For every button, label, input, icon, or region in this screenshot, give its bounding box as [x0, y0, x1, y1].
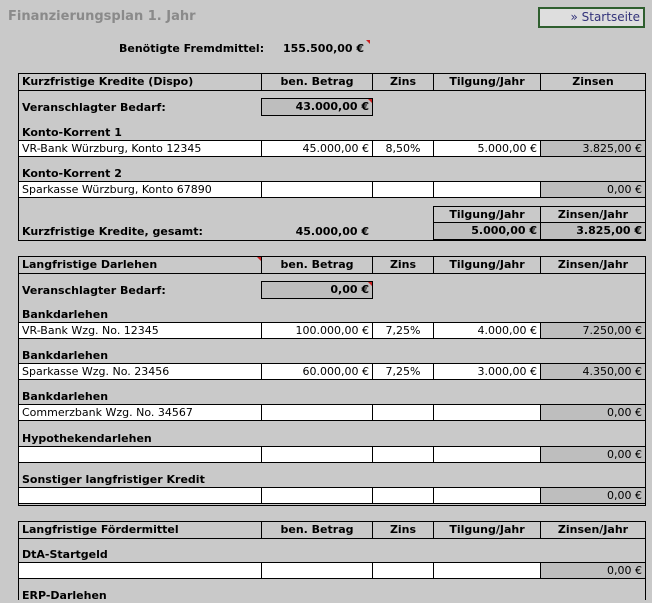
l1-zins-input[interactable]: 7,25%: [372, 322, 434, 339]
kurz-bedarf-value: 43.000,00 €: [261, 98, 373, 116]
lang-l2-label: Bankdarlehen: [22, 349, 109, 362]
l4-zinsen-value: 0,00 €: [540, 446, 646, 463]
lang-header-zinsen: Zinsen/Jahr: [540, 256, 646, 274]
l3-zinsen-value: 0,00 €: [540, 404, 646, 421]
foerder-header-zins: Zins: [372, 521, 434, 539]
l3-zins-input[interactable]: [372, 404, 434, 421]
f1-tilgung-input[interactable]: [433, 562, 541, 579]
l5-zins-input[interactable]: [372, 487, 434, 504]
l1-zinsen-value: 7.250,00 €: [540, 322, 646, 339]
l5-name-input[interactable]: [18, 487, 262, 504]
l4-name-input[interactable]: [18, 446, 262, 463]
kurz-header-zins: Zins: [372, 73, 434, 91]
kurz-sum-header-tilgung: Tilgung/Jahr: [433, 206, 541, 223]
l2-betrag-input[interactable]: 60.000,00 €: [261, 363, 373, 380]
comment-marker-icon: [368, 99, 372, 103]
l3-betrag-input[interactable]: [261, 404, 373, 421]
kk2-tilgung-input[interactable]: [433, 181, 541, 198]
f1-betrag-input[interactable]: [261, 562, 373, 579]
foerder-header-name: Langfristige Fördermittel: [18, 521, 262, 539]
kurz-sum-tilgung: 5.000,00 €: [433, 222, 541, 240]
kurz-sum-betrag: 45.000,00 €: [295, 225, 369, 238]
l2-zins-input[interactable]: 7,25%: [372, 363, 434, 380]
page-title: Finanzierungsplan 1. Jahr: [8, 9, 196, 24]
kurz-kk2-label: Konto-Korrent 2: [22, 167, 122, 180]
kk1-tilgung-input[interactable]: 5.000,00 €: [433, 140, 541, 157]
kurz-sum-label: Kurzfristige Kredite, gesamt:: [22, 225, 203, 238]
lang-l4-label: Hypothekendarlehen: [22, 432, 152, 445]
l5-tilgung-input[interactable]: [433, 487, 541, 504]
l1-tilgung-input[interactable]: 4.000,00 €: [433, 322, 541, 339]
lang-header-betrag: ben. Betrag: [261, 256, 373, 274]
lang-header-name: Langfristige Darlehen: [18, 256, 262, 274]
l2-zinsen-value: 4.350,00 €: [540, 363, 646, 380]
kurz-sum-header-zinsen: Zinsen/Jahr: [540, 206, 646, 223]
kurz-header-name: Kurzfristige Kredite (Dispo): [18, 73, 262, 91]
kurz-header-betrag: ben. Betrag: [261, 73, 373, 91]
lang-l3-label: Bankdarlehen: [22, 390, 109, 403]
kk2-zins-input[interactable]: [372, 181, 434, 198]
foerder-header-betrag: ben. Betrag: [261, 521, 373, 539]
kk1-zins-input[interactable]: 8,50%: [372, 140, 434, 157]
kurz-header-zinsen: Zinsen: [540, 73, 646, 91]
foerder-f2-label: ERP-Darlehen: [22, 589, 107, 602]
foerder-header-tilgung: Tilgung/Jahr: [433, 521, 541, 539]
l2-name-input[interactable]: Sparkasse Wzg. No. 23456: [18, 363, 262, 380]
l3-name-input[interactable]: Commerzbank Wzg. No. 34567: [18, 404, 262, 421]
fremdmittel-label: Benötigte Fremdmittel:: [119, 42, 265, 55]
f1-zinsen-value: 0,00 €: [540, 562, 646, 579]
comment-marker-icon: [368, 282, 372, 286]
fremdmittel-value: 155.500,00 €: [283, 42, 365, 55]
l4-betrag-input[interactable]: [261, 446, 373, 463]
l3-tilgung-input[interactable]: [433, 404, 541, 421]
f1-zins-input[interactable]: [372, 562, 434, 579]
kk1-zinsen-value: 3.825,00 €: [540, 140, 646, 157]
l4-zins-input[interactable]: [372, 446, 434, 463]
lang-header-zins: Zins: [372, 256, 434, 274]
kk1-betrag-input[interactable]: 45.000,00 €: [261, 140, 373, 157]
foerder-header-zinsen: Zinsen/Jahr: [540, 521, 646, 539]
lang-l5-label: Sonstiger langfristiger Kredit: [22, 473, 205, 486]
kk2-name-input[interactable]: Sparkasse Würzburg, Konto 67890: [18, 181, 262, 198]
kurz-header-tilgung: Tilgung/Jahr: [433, 73, 541, 91]
kurz-kk1-label: Konto-Korrent 1: [22, 126, 122, 139]
foerder-f1-label: DtA-Startgeld: [22, 548, 108, 561]
lang-header-tilgung: Tilgung/Jahr: [433, 256, 541, 274]
lang-bedarf-value: 0,00 €: [261, 281, 373, 299]
startseite-link[interactable]: » Startseite: [538, 7, 645, 28]
kurz-bedarf-label: Veranschlagter Bedarf:: [22, 101, 166, 114]
l1-betrag-input[interactable]: 100.000,00 €: [261, 322, 373, 339]
l4-tilgung-input[interactable]: [433, 446, 541, 463]
l5-zinsen-value: 0,00 €: [540, 487, 646, 504]
kk2-zinsen-value: 0,00 €: [540, 181, 646, 198]
l1-name-input[interactable]: VR-Bank Wzg. No. 12345: [18, 322, 262, 339]
l5-betrag-input[interactable]: [261, 487, 373, 504]
f1-name-input[interactable]: [18, 562, 262, 579]
kk1-name-input[interactable]: VR-Bank Würzburg, Konto 12345: [18, 140, 262, 157]
l2-tilgung-input[interactable]: 3.000,00 €: [433, 363, 541, 380]
lang-bedarf-label: Veranschlagter Bedarf:: [22, 284, 166, 297]
kurz-sum-zinsen: 3.825,00 €: [540, 222, 646, 240]
lang-l1-label: Bankdarlehen: [22, 308, 109, 321]
kk2-betrag-input[interactable]: [261, 181, 373, 198]
comment-marker-icon: [366, 40, 370, 44]
